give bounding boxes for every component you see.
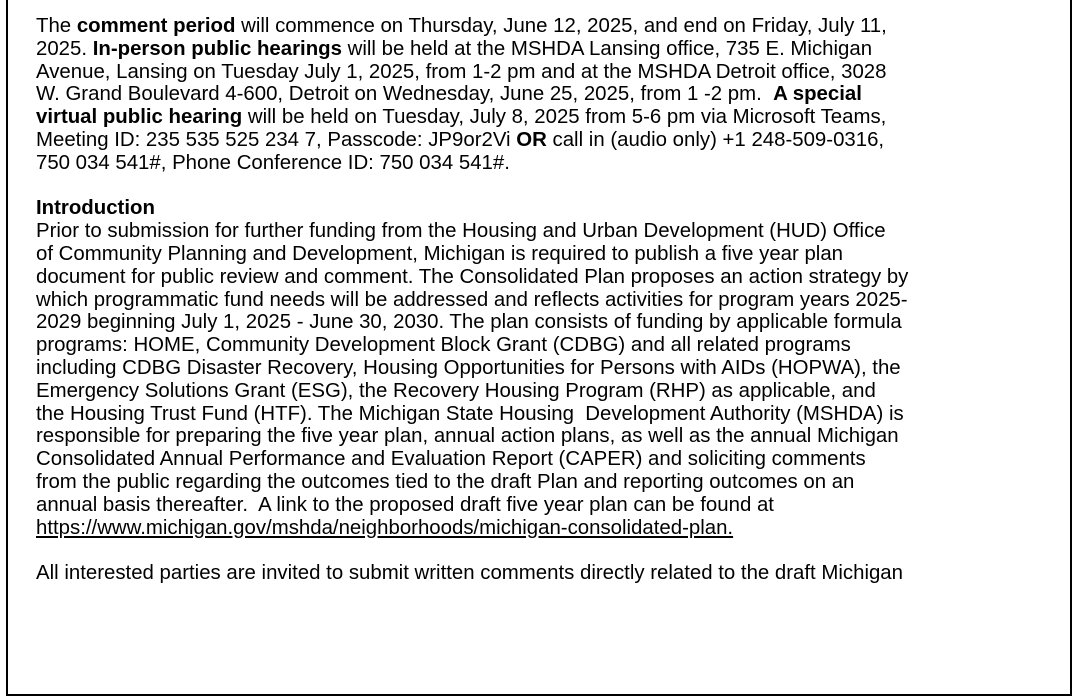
announcement-line [36,61,1066,84]
introduction-line: including CDBG Disaster Recovery, Housing Opportunities for Persons with AIDs (HOPWA), the [36,356,901,379]
bold-text: In-person public hearings [92,37,342,60]
introduction-paragraph [36,220,1066,516]
announcement-line [36,129,1066,152]
paragraph-gap [36,539,1066,562]
introduction-line: programs: HOME, Community Development Block Grant (CDBG) and all related programs [36,334,851,357]
document-body [36,15,1066,585]
introduction-line: Consolidated Annual Performance and Evaluation Report (CAPER) and soliciting comments [36,448,866,471]
announcement-line [36,38,1066,61]
text-run: Avenue, Lansing on Tuesday July 1, 2025, from 1-2 pm and at the MSHDA Detroit office, 3028 [36,60,887,83]
comments-paragraph [36,562,1066,585]
bold-text: virtual public hearing [36,106,243,129]
introduction-line: of Community Planning and Development, Michigan is required to publish a five year plan [36,242,844,265]
introduction-line: Prior to submission for further funding from the Housing and Urban Development (HUD) Office [36,220,886,243]
text-run: will be held on Tuesday, July 8, 2025 from 5-6 pm via Microsoft Teams, [242,106,887,129]
introduction-line: document for public review and comment. The Consolidated Plan proposes an action strategy by [36,265,909,288]
text-run: will commence on Thursday, June 12, 2025, and end on Friday, July 11, [235,15,887,37]
introduction-line: responsible for preparing the five year plan, annual action plans, as well as the annual Michigan [36,425,899,448]
paragraph-gap [36,175,1066,198]
comments-line: All interested parties are invited to submit written comments directly related to the draft Michigan [36,562,903,585]
introduction-line: Emergency Solutions Grant (ESG), the Recovery Housing Program (RHP) as applicable, and [36,379,876,402]
text-run: call in (audio only) +1 248-509-0316, [546,128,885,151]
introduction-line: 2029 beginning July 1, 2025 - June 30, 2030. The plan consists of funding by applicable formula [36,311,902,334]
announcement-line [36,152,1066,175]
text-run: 2025. [36,37,93,60]
text-run: will be held at the MSHDA Lansing office, 735 E. Michigan [341,37,873,60]
introduction-heading: Introduction [36,197,155,220]
bold-text: OR [516,128,547,151]
announcement-line [36,15,1066,38]
announcement-paragraph [36,15,1066,175]
introduction-line: the Housing Trust Fund (HTF). The Michigan State Housing Development Authority (MSHDA) is [36,402,904,425]
text-run: Meeting ID: 235 535 525 234 7, Passcode: JP9or2Vi [36,128,517,151]
introduction-line: from the public regarding the outcomes tied to the draft Plan and reporting outcomes on an [36,470,855,493]
bold-text: comment period [76,15,236,37]
bold-text: A special [773,83,862,106]
introduction-line: annual basis thereafter. A link to the proposed draft five year plan can be found at [36,493,774,516]
introduction-line: which programmatic fund needs will be addressed and reflects activities for program years 2025- [36,288,908,311]
text-run: The [36,15,77,37]
text-run: 750 034 541#, Phone Conference ID: 750 034 541#. [36,151,510,174]
announcement-line [36,83,1066,106]
announcement-line [36,106,1066,129]
consolidated-plan-link[interactable]: https://www.michigan.gov/mshda/neighborhoods/michigan-consolidated-plan. [36,516,734,539]
text-run: W. Grand Boulevard 4-600, Detroit on Wednesday, June 25, 2025, from 1 -2 pm. [36,83,774,106]
